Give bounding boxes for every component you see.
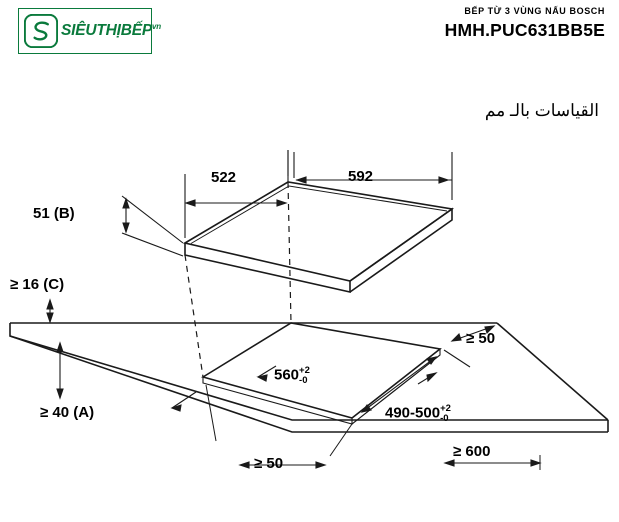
product-subtitle: BẾP TỪ 3 VÙNG NẤU BOSCH	[464, 6, 605, 16]
label-560-tolerance: +2 -0	[299, 365, 310, 386]
label-51-b: 51 (B)	[33, 205, 75, 222]
arabic-note: القياسات بالـ مم	[484, 101, 599, 120]
label-490-500	[385, 404, 451, 423]
label-50-right: ≥ 50	[466, 330, 496, 347]
label-490-500-tolerance: +2 -0	[440, 403, 451, 424]
dim-16-c	[40, 300, 60, 323]
label-560-value: 560	[274, 366, 300, 384]
label-490-500-value: 490-500	[385, 404, 441, 422]
label-40-a: ≥ 40 (A)	[40, 404, 95, 421]
cooktop-right-edge	[350, 209, 452, 292]
label-50-bottom: ≥ 50	[254, 455, 284, 472]
counter-right-bevel	[497, 323, 608, 420]
cooktop-bevel-line	[191, 186, 447, 244]
cooktop-front-edge	[185, 243, 350, 292]
label-600: ≥ 600	[453, 443, 491, 460]
dim-40-a	[57, 343, 196, 411]
dim-51-b	[122, 196, 183, 256]
label-522: 522	[211, 169, 237, 186]
label-592: 592	[348, 168, 374, 185]
cooktop-top-surface	[185, 182, 452, 281]
product-model: HMH.PUC631BB5E	[444, 20, 605, 40]
logo-superscript: vn	[152, 22, 161, 32]
logo-text: SIÊUTHỊBẾP$^{vn}$	[61, 22, 161, 40]
label-16-c: ≥ 16 (C)	[10, 276, 65, 293]
label-560	[274, 366, 310, 385]
dim-522	[185, 150, 288, 238]
